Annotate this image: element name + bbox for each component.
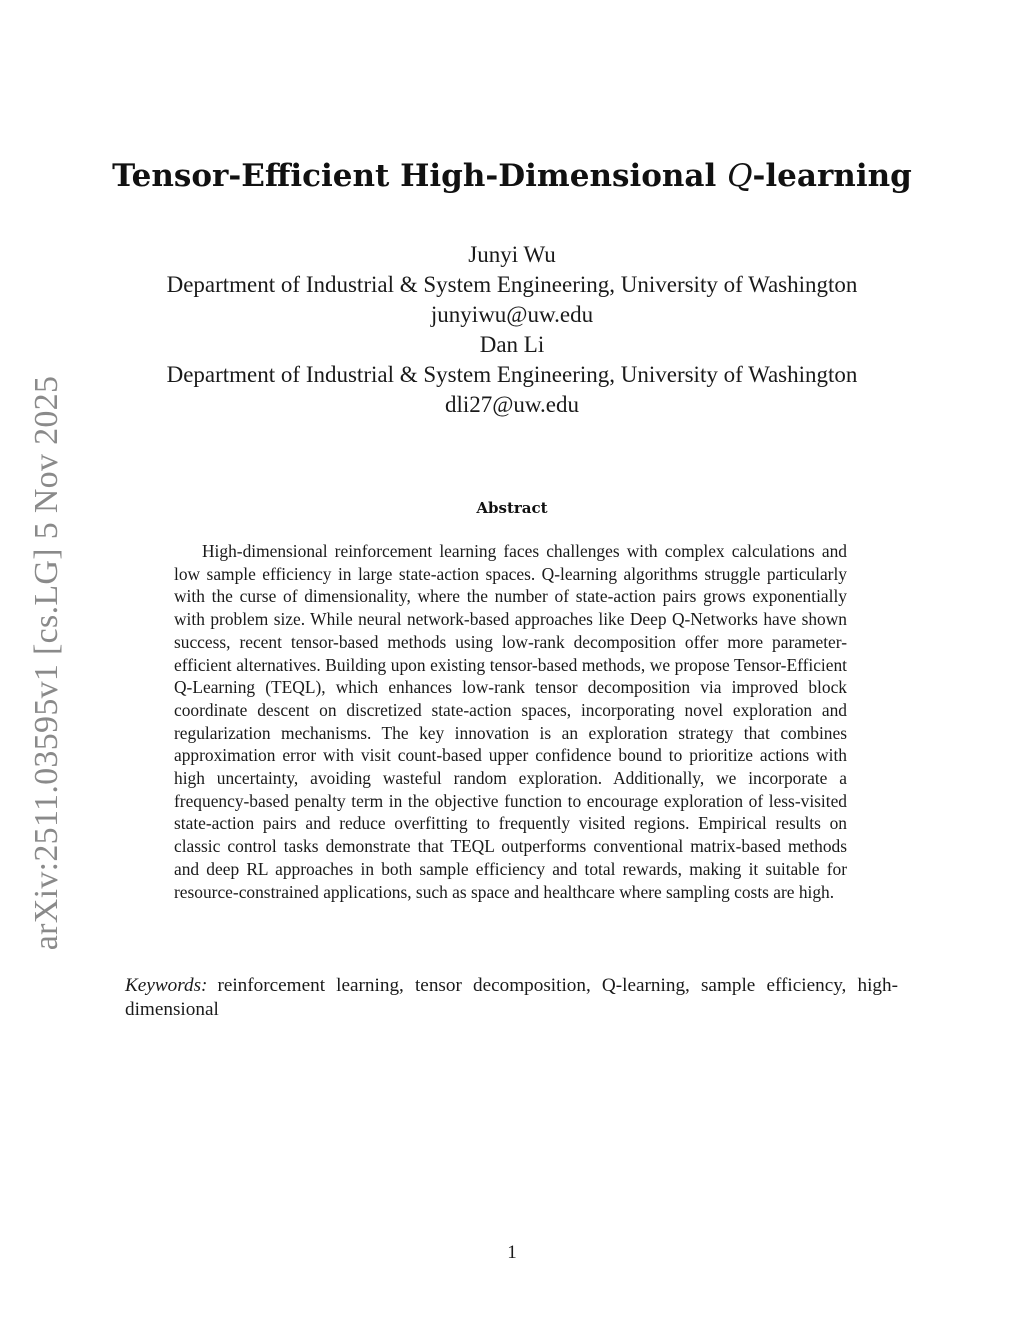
abstract-body: High-dimensional reinforcement learning faces challenges with complex calculations and low sample efficiency in large state-action spaces. Q-learning algorithms struggle particularly with the curse of dimensionality, where the number of state-action pairs grows exponentially with problem size. While neural network-based approaches like Deep Q-Networks have shown success, recent tensor-based methods using low-rank decomposition offer more parameter-efficient alternatives. Building upon existing tensor-based methods, we propose Tensor-Efficient Q-Learning (TEQL), which enhances low-rank tensor decomposition via improved block coordinate descent on discretized state-action spaces, incorporating novel exploration and regularization mechanisms. The key innovation is an exploration strategy that combines approximation error with visit count-based upper confidence bound to prioritize actions with high uncertainty, avoiding wasteful random exploration. Additionally, we incorporate a frequency-based penalty term in the objective function to encourage exploration of less-visited state-action pairs and reduce overfitting to frequently visited regions. Empirical results on classic control tasks demonstrate that TEQL outperforms conventional matrix-based methods and deep RL approaches in both sample efficiency and total rewards, making it suitable for resource-constrained applications, such as space and healthcare where sampling costs are high.	[174, 541, 847, 902]
author-block	[0, 240, 1024, 420]
keywords-list: reinforcement learning, tensor decomposition, Q-learning, sample efficiency, high-dimensional	[125, 975, 898, 1020]
title-q-symbol: Q	[727, 158, 753, 194]
paper-title	[0, 158, 1024, 194]
title-prefix: Tensor-Efficient High-Dimensional	[112, 158, 728, 194]
arxiv-identifier: arXiv:2511.03595v1 [cs.LG] 5 Nov 2025	[28, 375, 65, 951]
keywords-label: Keywords:	[125, 975, 208, 996]
author-name: Dan Li	[479, 332, 545, 357]
title-suffix: -learning	[752, 158, 912, 194]
keywords	[125, 974, 898, 1021]
author-affiliation: Department of Industrial & System Engineering, University of Washington	[166, 362, 858, 387]
author-affiliation: Department of Industrial & System Engineering, University of Washington	[166, 272, 858, 297]
abstract-heading: Abstract	[476, 499, 548, 517]
page-number: 1	[507, 1242, 517, 1263]
author-email: junyiwu@uw.edu	[430, 302, 594, 327]
author-name: Junyi Wu	[468, 242, 556, 267]
author-email: dli27@uw.edu	[444, 392, 580, 417]
